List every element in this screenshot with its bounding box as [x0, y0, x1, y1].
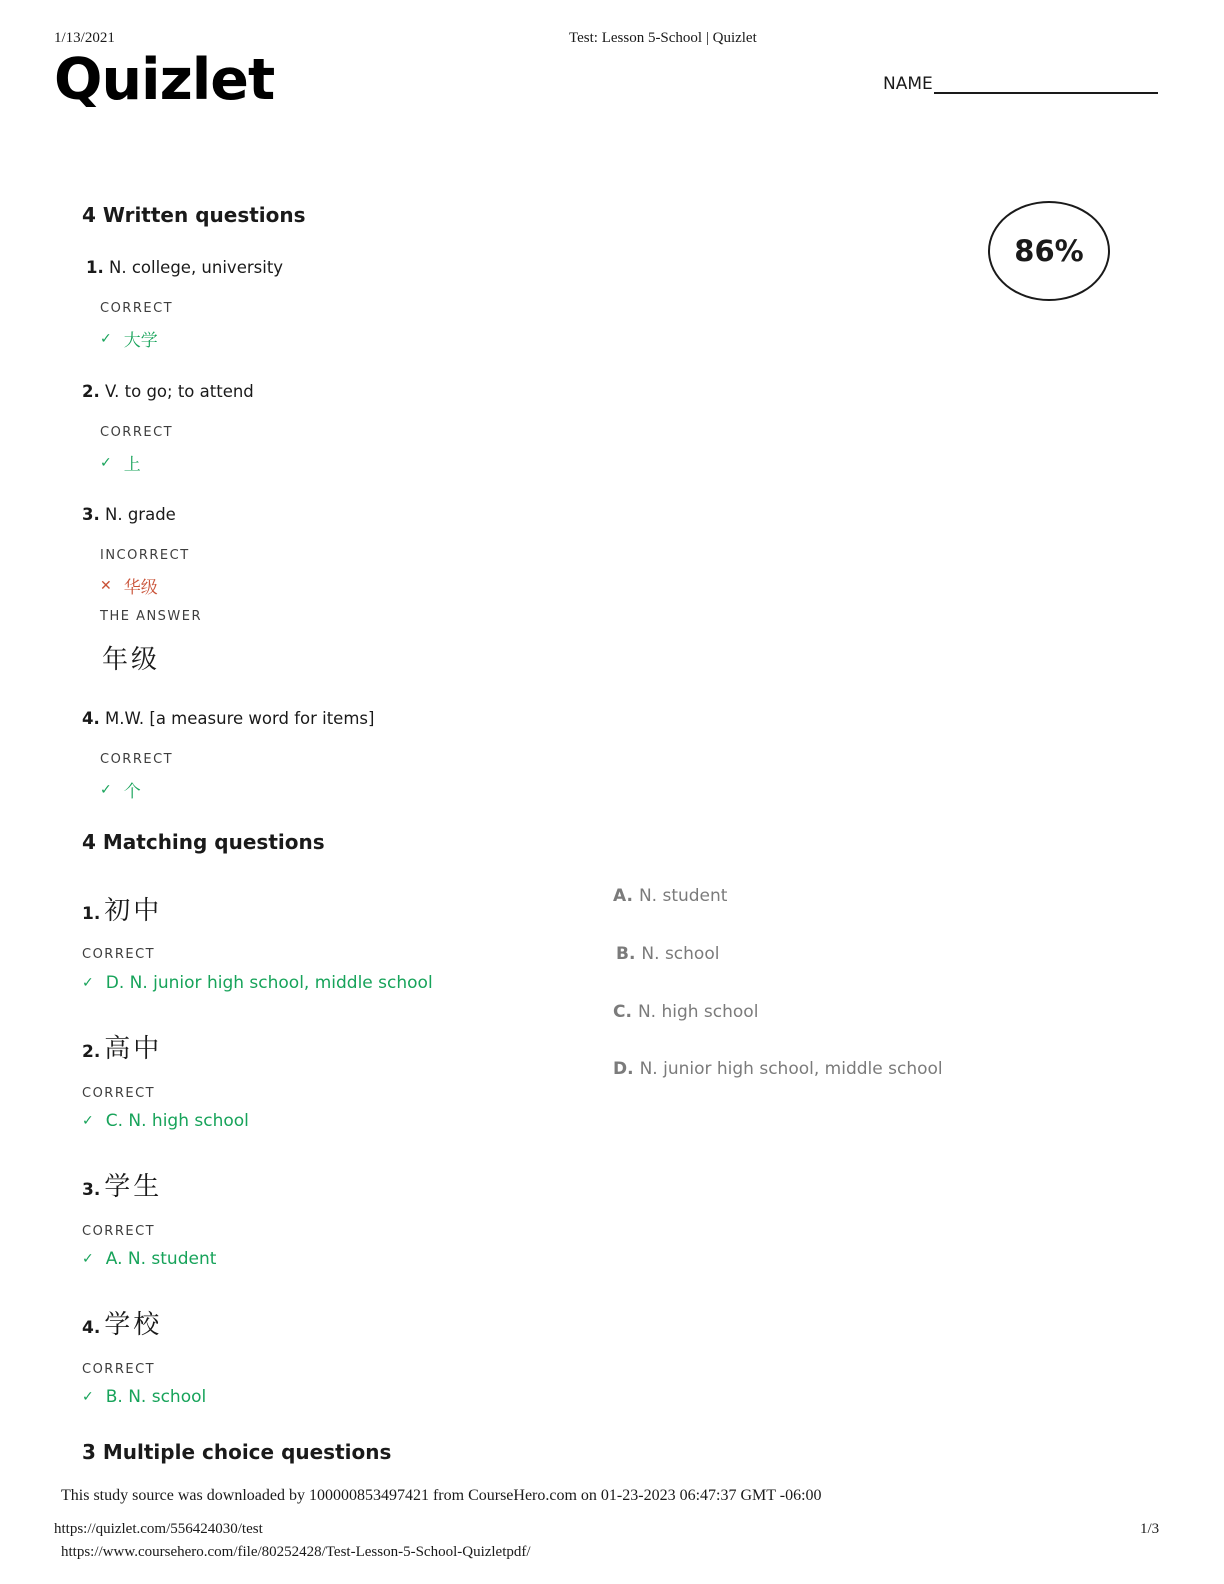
matching-section-title: 4 Matching questions [82, 830, 325, 854]
question-number: 2. [82, 1042, 101, 1062]
option-text: N. school [641, 944, 720, 964]
answer-text: 大学 [123, 331, 158, 351]
matching-question-1 [82, 890, 162, 927]
check-icon: ✓ [82, 1113, 94, 1129]
answer-text: 个 [123, 782, 141, 802]
written-section-title: 4 Written questions [82, 203, 306, 227]
check-icon: ✓ [82, 1251, 94, 1267]
page-url[interactable]: https://quizlet.com/556424030/test [54, 1521, 263, 1537]
name-label: NAME [883, 74, 933, 94]
question-number: 2. [82, 382, 100, 401]
question-number: 4. [82, 709, 100, 728]
user-answer [82, 1111, 249, 1131]
name-line [934, 74, 1158, 94]
page-number: 1/3 [1140, 1521, 1160, 1537]
quizlet-logo: Quizlet [54, 47, 275, 113]
written-question-2 [82, 382, 254, 401]
answer-text: B. N. school [105, 1387, 207, 1407]
question-prompt: N. grade [105, 505, 176, 524]
option-letter: C. [613, 1002, 632, 1022]
correct-answer-label: THE ANSWER [100, 609, 203, 624]
written-question-3 [82, 505, 176, 524]
score-badge: 86% [988, 201, 1110, 301]
cross-icon: ✕ [100, 577, 112, 594]
question-number: 1. [86, 258, 104, 277]
written-question-1 [86, 258, 283, 277]
status-label: CORRECT [82, 1224, 156, 1239]
question-number: 1. [82, 904, 101, 924]
check-icon: ✓ [82, 1389, 94, 1405]
answer-text: C. N. high school [105, 1111, 249, 1131]
matching-question-3 [82, 1166, 162, 1203]
name-field [883, 74, 1158, 94]
status-label: CORRECT [82, 1362, 156, 1377]
matching-option-d [613, 1059, 943, 1079]
question-prompt: V. to go; to attend [105, 382, 254, 401]
option-letter: A. [613, 886, 633, 906]
correct-answer: 年级 [102, 645, 161, 675]
user-answer [82, 973, 433, 993]
status-label: INCORRECT [100, 548, 190, 563]
written-question-4 [82, 709, 374, 728]
status-label: CORRECT [100, 752, 174, 767]
status-label: CORRECT [82, 1086, 156, 1101]
check-icon: ✓ [82, 975, 94, 991]
print-date: 1/13/2021 [54, 30, 115, 46]
user-answer [100, 450, 141, 475]
matching-option-a [613, 886, 727, 906]
matching-term: 学生 [104, 1172, 163, 1202]
download-notice: This study source was downloaded by 100000853497421 from CourseHero.com on 01-23-2023 06:47:37 GMT -06:00 [61, 1487, 822, 1504]
user-answer [100, 777, 141, 802]
status-label: CORRECT [100, 301, 174, 316]
status-label: CORRECT [82, 947, 156, 962]
matching-question-4 [82, 1304, 162, 1341]
user-answer [82, 1249, 216, 1269]
option-text: N. junior high school, middle school [639, 1059, 943, 1079]
matching-question-2 [82, 1028, 162, 1065]
question-number: 3. [82, 1180, 101, 1200]
matching-option-c [613, 1002, 758, 1022]
print-title: Test: Lesson 5-School | Quizlet [569, 30, 757, 46]
status-label: CORRECT [100, 425, 174, 440]
check-icon: ✓ [100, 454, 112, 471]
option-letter: D. [613, 1059, 634, 1079]
matching-term: 初中 [104, 896, 163, 926]
matching-term: 高中 [104, 1034, 163, 1064]
user-answer [82, 1387, 206, 1407]
user-answer [100, 326, 158, 351]
answer-text: 上 [123, 455, 141, 475]
user-answer [100, 573, 158, 598]
answer-text: D. N. junior high school, middle school [105, 973, 433, 993]
option-text: N. student [638, 886, 728, 906]
question-number: 4. [82, 1318, 101, 1338]
matching-option-b [616, 944, 719, 964]
question-prompt: M.W. [a measure word for items] [105, 709, 375, 728]
answer-text: A. N. student [105, 1249, 217, 1269]
option-letter: B. [616, 944, 636, 964]
matching-term: 学校 [104, 1310, 163, 1340]
option-text: N. high school [637, 1002, 759, 1022]
question-prompt: N. college, university [109, 258, 284, 277]
question-number: 3. [82, 505, 100, 524]
multiple-choice-section-title: 3 Multiple choice questions [82, 1440, 392, 1464]
check-icon: ✓ [100, 781, 112, 798]
answer-text: 华级 [123, 578, 158, 598]
source-url[interactable]: https://www.coursehero.com/file/80252428/Test-Lesson-5-School-Quizletpdf/ [61, 1544, 531, 1560]
check-icon: ✓ [100, 330, 112, 347]
